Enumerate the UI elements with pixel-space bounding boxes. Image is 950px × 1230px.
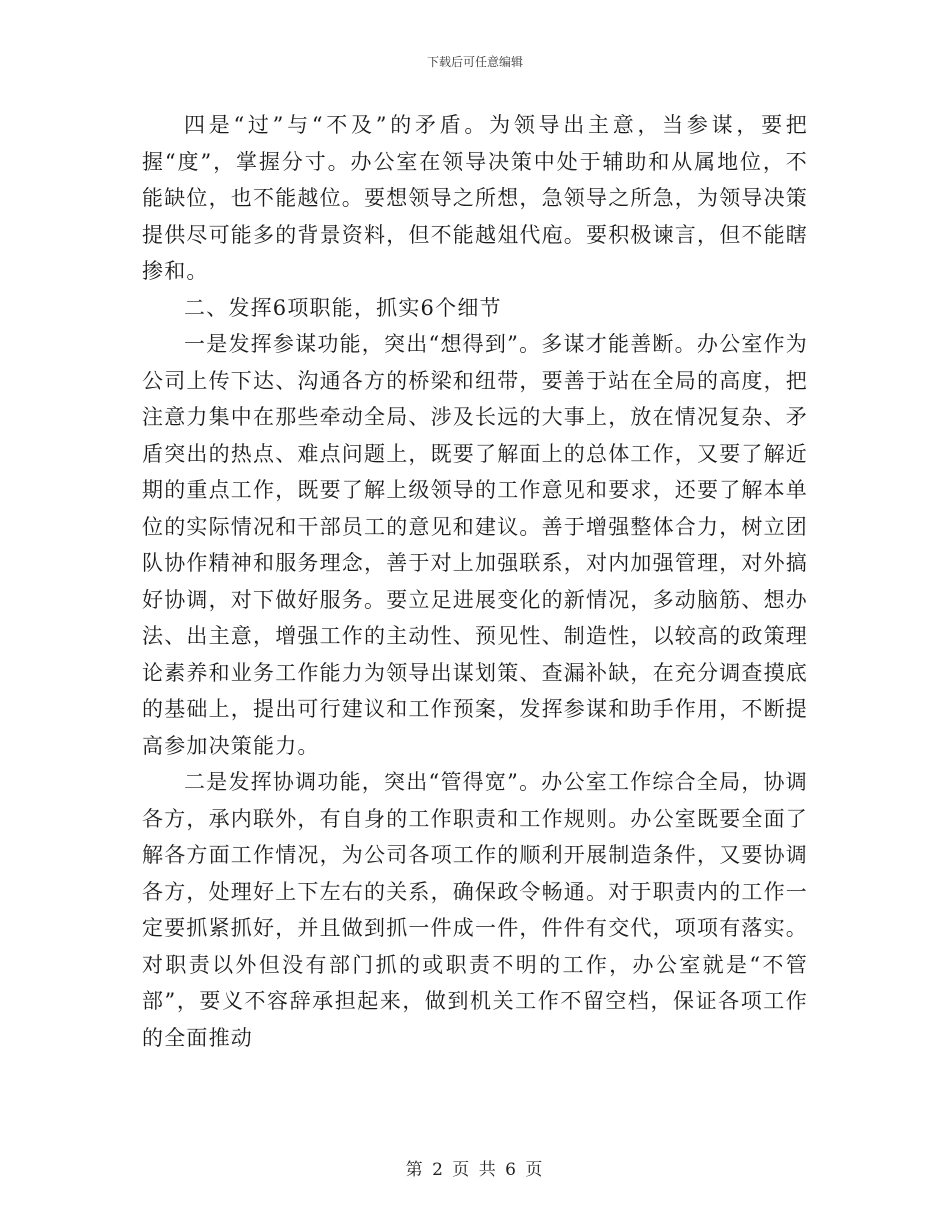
section-heading-six-functions: 二、发挥6项职能，抓实6个细节 xyxy=(184,295,502,320)
page-header-note: 下载后可任意编辑 xyxy=(426,55,523,69)
page-number-footer: 第 2 页 共 6 页 xyxy=(405,1160,545,1180)
paragraph-coordination-function: 二是发挥协调功能，突出“管得宽”。办公室工作综合全局，协调各方，承内联外，有自身的工作职责和工作规则。办公室既要全面了解各方面工作情况，为公司各项工作的顺利开展制造条件，又要协调各方，处理好上下左右的关系，确保政令畅通。对于职责内的工作一定要抓紧抓好，并且做到抓一件成一件，件件有交代，项项有落实。对职责以外但没有部门抓的或职责不明的工作，办公室就是“不管部”，要义不容辞承担起来，做到机关工作不留空档，保证各项工作的全面推动 xyxy=(142,770,808,1050)
document-body xyxy=(142,107,808,1056)
paragraph-contradiction-four: 四是“过”与“不及”的矛盾。为领导出主意，当参谋，要把握“度”，掌握分寸。办公室在领导决策中处于辅助和从属地位，不能缺位，也不能越位。要想领导之所想，急领导之所急，为领导决策提供尽可能多的背景资料，但不能越俎代庖。要积极谏言，但不能瞎掺和。 xyxy=(142,113,808,283)
paragraph-advisory-function: 一是发挥参谋功能，突出“想得到”。多谋才能善断。办公室作为公司上传下达、沟通各方的桥梁和纽带，要善于站在全局的高度，把注意力集中在那些牵动全局、涉及长远的大事上，放在情况复杂、矛盾突出的热点、难点问题上，既要了解面上的总体工作，又要了解近期的重点工作，既要了解上级领导的工作意见和要求，还要了解本单位的实际情况和干部员工的意见和建议。善于增强整体合力，树立团队协作精神和服务理念，善于对上加强联系，对内加强管理，对外搞好协调，对下做好服务。要立足进展变化的新情况，多动脑筋、想办法、出主意，增强工作的主动性、预见性、制造性，以较高的政策理论素养和业务工作能力为领导出谋划策、查漏补缺，在充分调查摸底的基础上，提出可行建议和工作预案，发挥参谋和助手作用，不断提高参加决策能力。 xyxy=(142,332,808,758)
